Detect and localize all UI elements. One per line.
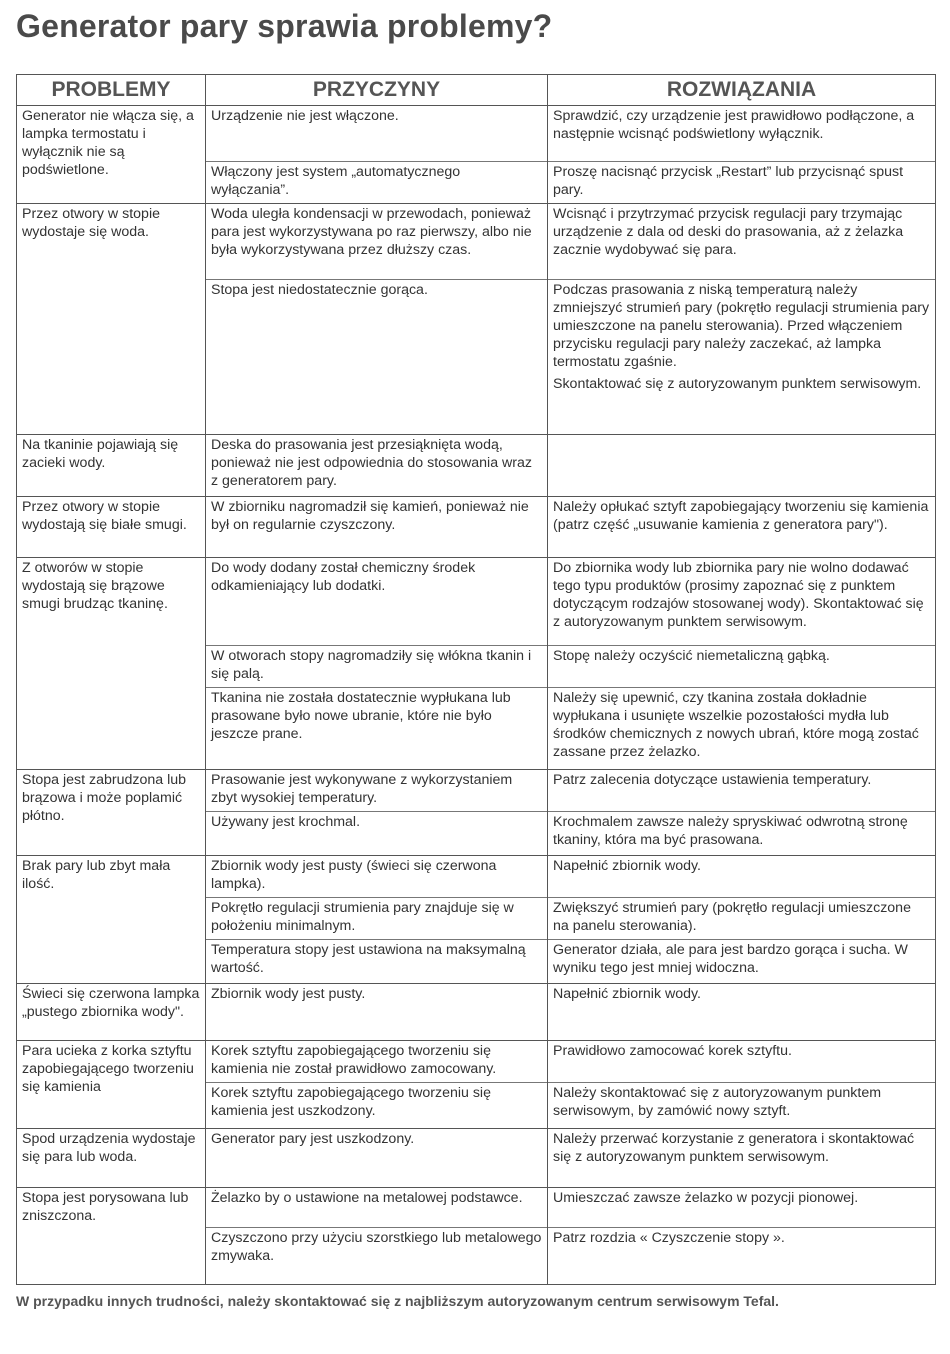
solution-cell <box>548 940 936 984</box>
solution-text: Wcisnąć i przytrzymać przycisk regulacji pary trzymając urządzenie z dala od deski do prasowania, aż z żelazka zacznie wydobywać się para. <box>553 206 904 258</box>
cause-cell: Zbiornik wody jest pusty (świeci się czerwona lampka). <box>206 856 548 898</box>
solution-cell <box>548 280 936 435</box>
solution-text: Proszę nacisnąć przycisk „Restart” lub przycisnąć spust pary. <box>553 164 904 198</box>
solution-text: Należy skontaktować się z autoryzowanym punktem serwisowym, by zamówić nowy sztyft. <box>553 1085 882 1119</box>
solution-text: Do zbiornika wody lub zbiornika pary nie wolno dodawać tego typu produktów (prosimy zapoznać się z punktem dotyczącym rodzajów stosowanej wody). Skontaktować się z autoryzowanym punktem serwisowym. <box>553 560 924 630</box>
cause-cell: Urządzenie nie jest włączone. <box>206 106 548 162</box>
header-solutions: ROZWIĄZANIA <box>548 75 936 106</box>
solution-cell <box>548 1188 936 1228</box>
cause-cell: W otworach stopy nagromadziły się włókna tkanin i się palą. <box>206 646 548 688</box>
solution-text: Należy opłukać sztyft zapobiegający tworzeniu się kamienia (patrz część „usuwanie kamienia z generatora pary"). <box>553 499 929 533</box>
solution-text-extra: Skontaktować się z autoryzowanym punktem serwisowym. <box>553 376 922 392</box>
cause-cell: Tkanina nie została dostatecznie wypłukana lub prasowane było nowe ubranie, które nie było jeszcze prane. <box>206 688 548 770</box>
solution-text: Zwiększyć strumień pary (pokrętło regulacji umieszczone na panelu sterowania). <box>553 900 911 934</box>
solution-cell <box>548 688 936 770</box>
header-problems: PROBLEMY <box>17 75 206 106</box>
cause-cell: Zbiornik wody jest pusty. <box>206 984 548 1041</box>
solution-text: Stopę należy oczyścić niemetaliczną gąbką. <box>553 648 830 664</box>
table-header-row <box>17 75 936 106</box>
solution-cell <box>548 984 936 1041</box>
problem-cell: Na tkaninie pojawiają się zacieki wody. <box>17 435 206 497</box>
solution-text: Patrz zalecenia dotyczące ustawienia temperatury. <box>553 772 872 788</box>
cause-cell: Pokrętło regulacji strumienia pary znajduje się w położeniu minimalnym. <box>206 898 548 940</box>
table-row <box>17 1188 936 1228</box>
solution-cell <box>548 1129 936 1188</box>
table-row <box>17 558 936 646</box>
solution-cell <box>548 435 936 497</box>
solution-cell <box>548 856 936 898</box>
cause-cell: Czyszczono przy użyciu szorstkiego lub metalowego zmywaka. <box>206 1228 548 1285</box>
table-row <box>17 106 936 162</box>
solution-text: Napełnić zbiornik wody. <box>553 858 701 874</box>
footer-note: W przypadku innych trudności, należy skontaktować się z najbliższym autoryzowanym centrum serwisowym Tefal. <box>16 1293 779 1309</box>
problem-cell: Stopa jest zabrudzona lub brązowa i może poplamić płótno. <box>17 770 206 856</box>
solution-cell <box>548 1083 936 1129</box>
solution-text: Należy się upewnić, czy tkanina została dokładnie wypłukana i usunięte wszelkie pozostałości mydła lub środków chemicznych z nowych ubrań, które mogą zostać zassane przez żelazko. <box>553 690 919 760</box>
solution-text: Prawidłowo zamocować korek sztyftu. <box>553 1043 792 1059</box>
cause-cell: Żelazko by o ustawione na metalowej podstawce. <box>206 1188 548 1228</box>
table-row <box>17 497 936 558</box>
problem-cell: Przez otwory w stopie wydostaje się woda. <box>17 204 206 435</box>
solution-text: Krochmalem zawsze należy spryskiwać odwrotną stronę tkaniny, która ma być prasowana. <box>553 814 908 848</box>
table-row <box>17 856 936 898</box>
solution-cell <box>548 1041 936 1083</box>
problem-cell: Spod urządzenia wydostaje się para lub woda. <box>17 1129 206 1188</box>
cause-cell: Korek sztyftu zapobiegającego tworzeniu się kamienia nie został prawidłowo zamocowany. <box>206 1041 548 1083</box>
solution-text: Generator działa, ale para jest bardzo gorąca i sucha. W wyniku tego jest mniej widoczna. <box>553 942 908 976</box>
solution-cell <box>548 898 936 940</box>
cause-cell: Do wody dodany został chemiczny środek odkamieniający lub dodatki. <box>206 558 548 646</box>
cause-cell: Generator pary jest uszkodzony. <box>206 1129 548 1188</box>
solution-cell <box>548 770 936 812</box>
solution-text: Należy przerwać korzystanie z generatora i skontaktować się z autoryzowanym punktem serwisowym. <box>553 1131 915 1165</box>
solution-cell <box>548 558 936 646</box>
solution-cell <box>548 204 936 280</box>
solution-cell <box>548 497 936 558</box>
problem-cell: Brak pary lub zbyt mała ilość. <box>17 856 206 984</box>
cause-cell: Deska do prasowania jest przesiąknięta wodą, ponieważ nie jest odpowiednia do stosowania wraz z generatorem pary. <box>206 435 548 497</box>
table-row <box>17 1129 936 1188</box>
cause-cell: Woda uległa kondensacji w przewodach, ponieważ para jest wykorzystywana po raz pierwszy, albo nie była wykorzystywana przez dłuższy czas. <box>206 204 548 280</box>
problem-cell: Para ucieka z korka sztyftu zapobiegającego tworzeniu się kamienia <box>17 1041 206 1129</box>
solution-text: Napełnić zbiornik wody. <box>553 986 701 1002</box>
cause-cell: Korek sztyftu zapobiegającego tworzeniu się kamienia jest uszkodzony. <box>206 1083 548 1129</box>
solution-text: Umieszczać zawsze żelazko w pozycji pionowej. <box>553 1190 859 1206</box>
table-row <box>17 1041 936 1083</box>
problem-cell: Przez otwory w stopie wydostają się białe smugi. <box>17 497 206 558</box>
solution-text: Podczas prasowania z niską temperaturą należy zmniejszyć strumień pary (pokrętło regulacji strumienia pary umieszczone na panelu sterowania). Przed włączeniem przycisku regulacji pary należy zaczekać, aż lampka termostatu zgaśnie. <box>553 282 930 370</box>
table-row <box>17 435 936 497</box>
header-causes: PRZYCZYNY <box>206 75 548 106</box>
table-body <box>17 106 936 1285</box>
cause-cell: Prasowanie jest wykonywane z wykorzystaniem zbyt wysokiej temperatury. <box>206 770 548 812</box>
solution-cell <box>548 646 936 688</box>
page-title: Generator pary sprawia problemy? <box>16 8 553 44</box>
table-row <box>17 204 936 280</box>
solution-text: Patrz rozdzia « Czyszczenie stopy ». <box>553 1230 785 1246</box>
problem-cell: Generator nie włącza się, a lampka termostatu i wyłącznik nie są podświetlone. <box>17 106 206 204</box>
problem-cell: Stopa jest porysowana lub zniszczona. <box>17 1188 206 1285</box>
solution-cell <box>548 162 936 204</box>
troubleshooting-table <box>16 74 936 1285</box>
solution-cell <box>548 106 936 162</box>
cause-cell: W zbiorniku nagromadził się kamień, ponieważ nie był on regularnie czyszczony. <box>206 497 548 558</box>
problem-cell: Z otworów w stopie wydostają się brązowe smugi brudząc tkaninę. <box>17 558 206 770</box>
table-row <box>17 984 936 1041</box>
solution-cell <box>548 812 936 856</box>
solution-text: Sprawdzić, czy urządzenie jest prawidłowo podłączone, a następnie wcisnąć podświetlony wyłącznik. <box>553 108 915 142</box>
cause-cell: Używany jest krochmal. <box>206 812 548 856</box>
cause-cell: Stopa jest niedostatecznie gorąca. <box>206 280 548 435</box>
cause-cell: Temperatura stopy jest ustawiona na maksymalną wartość. <box>206 940 548 984</box>
table-row <box>17 770 936 812</box>
solution-cell <box>548 1228 936 1285</box>
cause-cell: Włączony jest system „automatycznego wyłączania”. <box>206 162 548 204</box>
problem-cell: Świeci się czerwona lampka „pustego zbiornika wody". <box>17 984 206 1041</box>
